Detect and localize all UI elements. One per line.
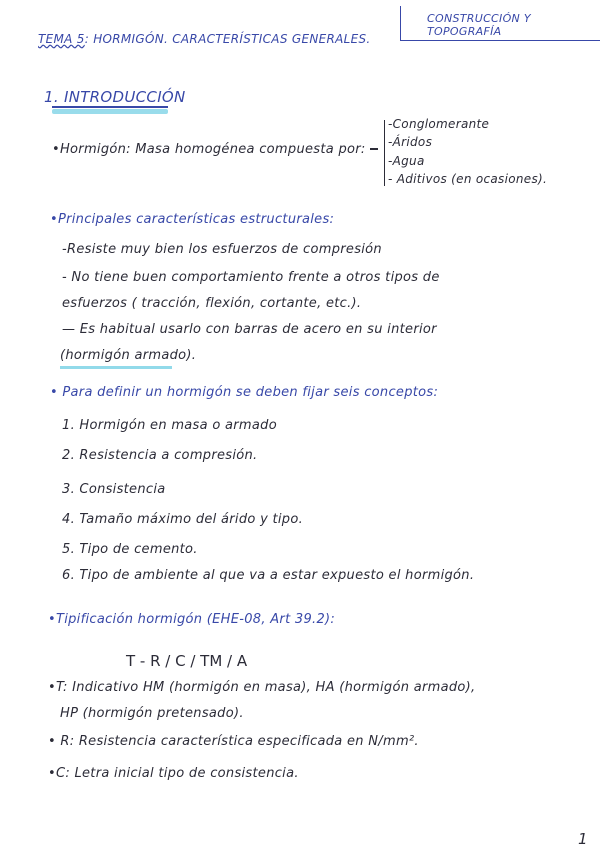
typification-item: • R: Resistencia característica especificada en N/mm².	[48, 734, 419, 749]
concept-item: 5. Tipo de cemento.	[62, 542, 198, 557]
characteristic-item: -Resiste muy bien los esfuerzos de compresión	[62, 242, 382, 257]
component-item: - Aditivos (en ocasiones).	[388, 172, 548, 186]
component-item: -Conglomerante	[388, 117, 490, 131]
title-prefix: TEMA 5	[38, 32, 85, 46]
highlighter-underline	[60, 366, 172, 369]
typification-item: HP (hormigón pretensado).	[60, 706, 244, 721]
concept-item: 4. Tamaño máximo del árido y tipo.	[62, 512, 304, 527]
characteristic-item: — Es habitual usarlo con barras de acero en su interior	[62, 322, 437, 337]
concept-item: 6. Tipo de ambiente al que va a estar expuesto el hormigón.	[62, 568, 475, 583]
concept-item: 3. Consistencia	[62, 482, 166, 497]
typification-item: •C: Letra inicial tipo de consistencia.	[48, 766, 299, 781]
concept-item: 1. Hormigón en masa o armado	[62, 418, 277, 433]
component-item: -Agua	[388, 154, 425, 168]
brace-tick	[370, 148, 378, 150]
concepts-heading: • Para definir un hormigón se deben fijar seis conceptos:	[50, 385, 439, 400]
subject-header-box	[400, 6, 600, 41]
typification-formula: T - R / C / TM / A	[126, 652, 248, 670]
highlighter-mark	[52, 109, 168, 114]
typification-heading: •Tipificación hormigón (EHE-08, Art 39.2):	[48, 612, 336, 627]
section-title-introduccion: 1. INTRODUCCIÓN	[44, 88, 186, 106]
brace-bracket	[376, 120, 385, 186]
typification-item: •T: Indicativo HM (hormigón en masa), HA (hormigón armado),	[48, 680, 476, 695]
subject-label: CONSTRUCCIÓN Y TOPOGRAFÍA	[427, 12, 531, 38]
page-number: 1	[578, 830, 588, 848]
component-item: -Áridos	[388, 135, 433, 149]
title-rest: : HORMIGÓN. CARACTERÍSTICAS GENERALES.	[84, 32, 371, 46]
concept-item: 2. Resistencia a compresión.	[62, 448, 258, 463]
page-title	[38, 32, 371, 46]
section-underline	[52, 106, 168, 108]
hormigon-definition: •Hormigón: Masa homogénea compuesta por:	[52, 142, 366, 157]
characteristics-heading: •Principales características estructurales:	[50, 212, 335, 227]
characteristic-item: - No tiene buen comportamiento frente a otros tipos de	[62, 270, 440, 285]
characteristic-item: (hormigón armado).	[60, 348, 197, 363]
characteristic-item: esfuerzos ( tracción, flexión, cortante, etc.).	[62, 296, 362, 311]
